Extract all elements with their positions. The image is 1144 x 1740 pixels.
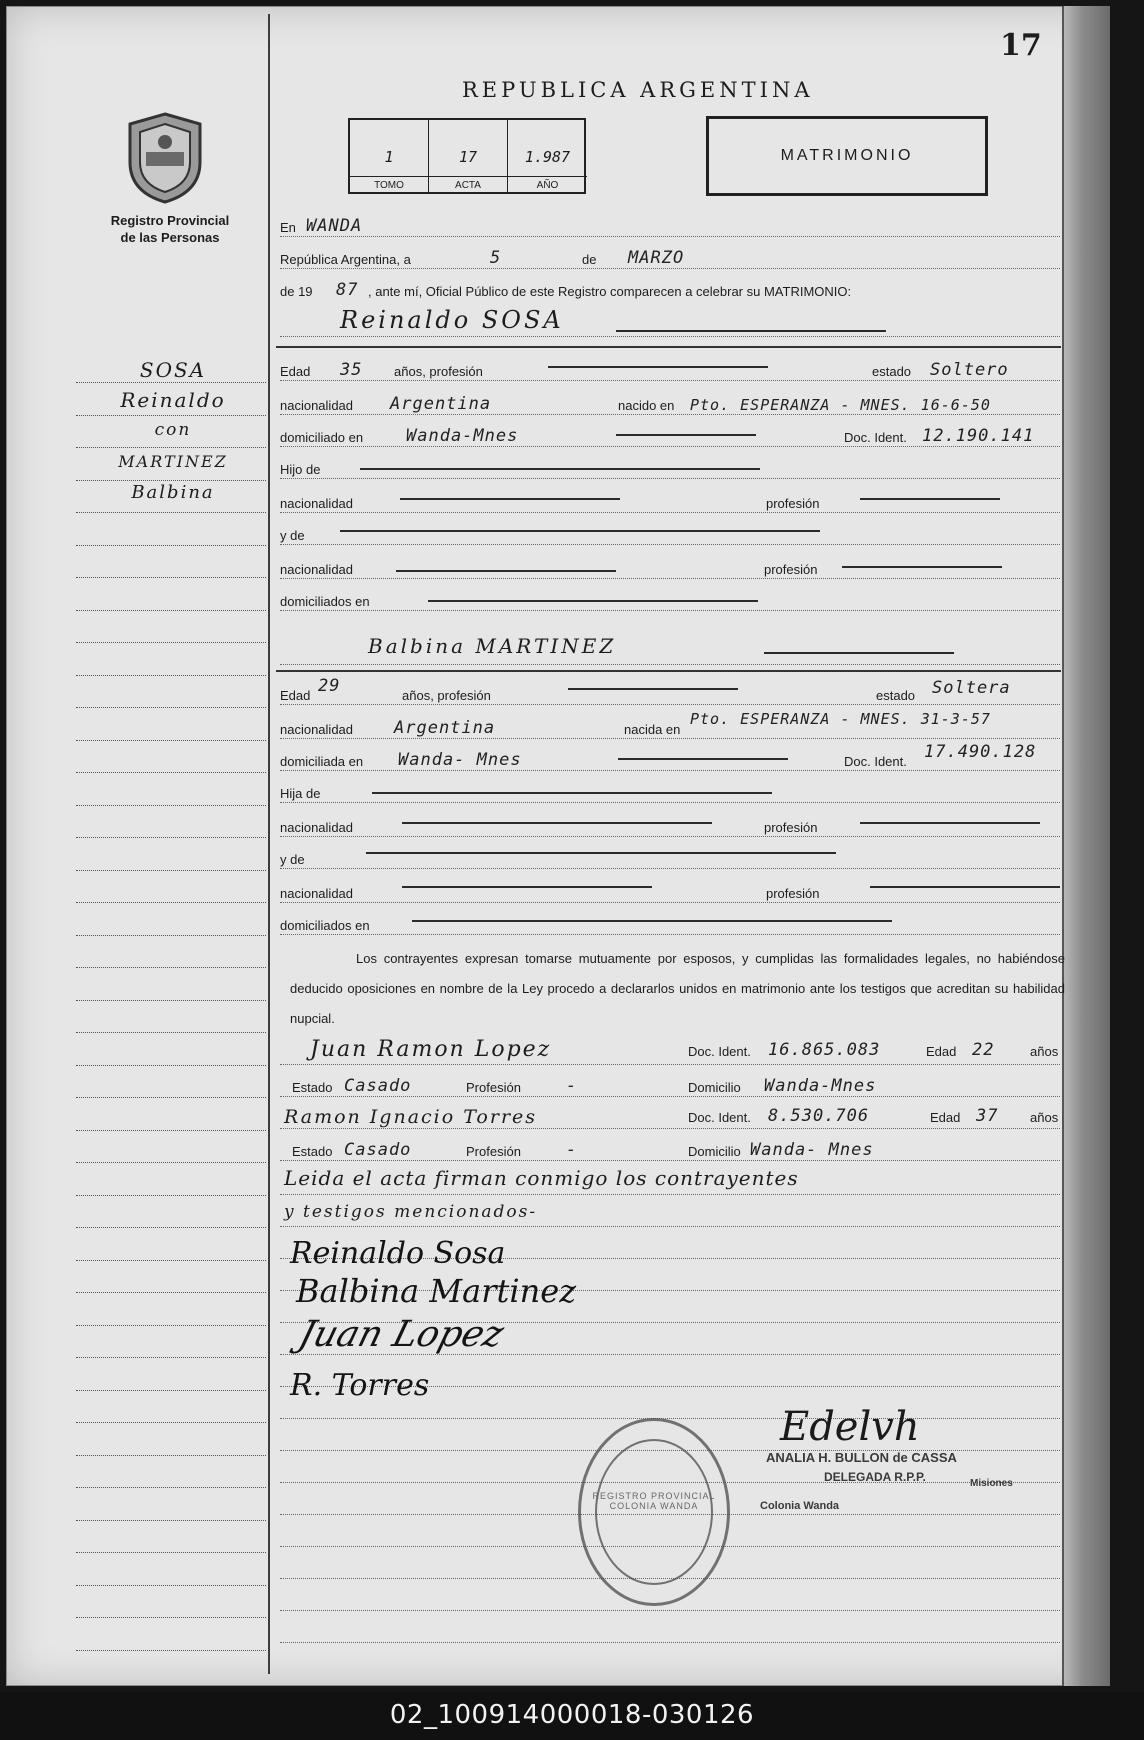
official-name: ANALIA H. BULLON de CASSA [766,1450,957,1465]
margin-ruled-line [76,967,266,968]
bride-signature: Balbina Martinez [296,1272,577,1310]
groom-father-nat-row: nacionalidad profesión [280,490,1060,514]
witness1-status: Casado [344,1076,412,1096]
groom-age-row: Edad 35 años, profesión estado Soltero [280,360,1009,380]
margin-ruled-line [76,1130,266,1131]
bride-nationality-row: nacionalidad Argentina nacida en Pto. ESPERANZA - MNES. 31-3-57 [280,710,991,738]
margin-ruled-line [76,902,266,903]
margin-ruled-line [76,1357,266,1358]
margin-ruled-line [76,447,266,448]
witness2-name: Ramon Ignacio Torres [284,1106,538,1128]
anio-cell: 1.987 AÑO [508,120,587,194]
bride-domicile: Wanda- Mnes [398,750,522,770]
margin-ruled-line [76,1552,266,1553]
witness2-document: 8.530.706 [768,1106,870,1126]
official-stamp: REGISTRO PROVINCIAL COLONIA WANDA [578,1418,730,1606]
witness1-details-row: Estado Casado Profesión - Domicilio Wanda-Mnes [292,1076,877,1096]
margin-ruled-line [76,1292,266,1293]
witness2-status: Casado [344,1140,412,1160]
groom-signature: Reinaldo Sosa [290,1236,506,1271]
bride-status: Soltera [932,678,1011,698]
margin-ruled-line [76,837,266,838]
margin-ruled-line [76,935,266,936]
margin-ruled-line [76,1227,266,1228]
bride-age: 29 [318,676,341,696]
margin-ruled-line [76,1455,266,1456]
margin-ruled-line [76,675,266,676]
margin-ruled-line [76,707,266,708]
margin-ruled-line [76,1617,266,1618]
province-crest-icon [120,110,210,206]
month-value: MARZO [628,248,685,268]
witness2-domicile: Wanda- Mnes [750,1140,874,1160]
witness2-row: Ramon Ignacio Torres Doc. Ident. 8.530.706 Edad 37 años [284,1106,1059,1128]
acta-cell: 17 ACTA [429,120,508,194]
intro-year-row: de 19 87 , ante mí, Oficial Público de este Registro comparecen a celebrar su MATRIMONIO: [280,280,852,300]
bride-mother-row: y de [280,846,1060,870]
margin-ruled-line [76,805,266,806]
bride-domicile-row: domiciliada en Wanda- Mnes Doc. Ident. 17.490.128 [280,742,1037,770]
bride-document: 17.490.128 [924,742,1037,762]
margin-ruled-line [76,870,266,871]
body-ruled-line [280,1610,1060,1611]
official-role: DELEGADA R.P.P. [824,1470,926,1484]
body-ruled-line [280,1418,1060,1419]
witness1-document: 16.865.083 [768,1040,881,1060]
bride-father-nat-row: nacionalidad profesión [280,814,1060,838]
margin-surname-groom: SOSA [139,358,207,382]
official-province: Misiones [970,1478,1013,1489]
margin-ruled-line [76,1065,266,1066]
place-value: WANDA [306,216,363,236]
bride-mother-nat-row: nacionalidad profesión [280,880,1060,904]
margin-ruled-line [76,1032,266,1033]
margin-divider [268,14,270,1674]
margin-ruled-line [76,1585,266,1586]
page-number: 17 [1000,28,1042,63]
margin-ruled-line [76,1097,266,1098]
margin-ruled-line [76,1422,266,1423]
book-binding [1062,6,1110,1686]
groom-document: 12.190.141 [922,426,1035,446]
groom-father-row: Hijo de [280,456,1060,480]
closing-line2: y testigos mencionados- [284,1202,538,1222]
witness2-details-row: Estado Casado Profesión - Domicilio Wanda- Mnes [292,1140,874,1160]
bride-parents-domicile-row: domiciliados en [280,912,1060,936]
groom-parents-domicile-row: domiciliados en [280,588,1060,612]
groom-age: 35 [340,360,363,380]
witness1-name: Juan Ramon Lopez [310,1037,552,1062]
groom-status: Soltero [930,360,1009,380]
groom-mother-nat-row: nacionalidad profesión [280,556,1060,580]
bride-age-row: Edad 29 años, profesión estado Soltera [280,676,1011,703]
image-id: 02_100914000018-030126 [389,1700,755,1730]
tomo-cell: 1 TOMO [350,120,429,194]
act-type-box: MATRIMONIO [706,116,988,196]
registry-label: Registro Provincial de las Personas [110,213,230,245]
margin-ruled-line [76,512,266,513]
margin-name-bride: Balbina [131,482,215,503]
witness2-profession: - [566,1140,578,1160]
witness1-domicile: Wanda-Mnes [764,1076,877,1096]
intro-place-row: En WANDA [280,216,363,236]
margin-ruled-line [76,772,266,773]
witness1-profession: - [566,1076,578,1096]
bride-birthplace: Pto. ESPERANZA - MNES. 31-3-57 [690,710,991,728]
witness1-age: 22 [972,1040,995,1060]
bride-nationality: Argentina [394,718,496,738]
margin-ruled-line [76,642,266,643]
groom-domicile: Wanda-Mnes [406,426,519,446]
official-place: Colonia Wanda [760,1500,840,1512]
margin-ruled-line [76,610,266,611]
margin-ruled-line [76,1520,266,1521]
day-value: 5 [490,248,502,268]
margin-ruled-line [76,740,266,741]
witness1-signature: Juan Lopez [294,1314,509,1355]
closing-line1: Leida el acta firman conmigo los contrayentes [284,1166,799,1190]
witness2-signature: R. Torres [290,1368,430,1403]
margin-ruled-line [76,545,266,546]
official-signature: Edelvh [780,1404,920,1450]
page-title: REPUBLICA ARGENTINA [462,78,814,102]
bride-name: Balbina MARTINEZ [368,634,617,658]
margin-ruled-line [76,1650,266,1651]
margin-ruled-line [76,480,266,481]
intro-date-row: República Argentina, a 5 de MARZO [280,248,685,268]
witness1-row: Juan Ramon Lopez Doc. Ident. 16.865.083 Edad 22 años [310,1037,1059,1062]
margin-con: con [154,420,192,440]
margin-ruled-line [76,382,266,383]
margin-ruled-line [76,1325,266,1326]
witness2-age: 37 [976,1106,999,1126]
margin-ruled-line [76,1000,266,1001]
bride-father-row: Hija de [280,780,1060,804]
margin-ruled-line [76,1260,266,1261]
groom-nationality-row: nacionalidad Argentina nacido en Pto. ESPERANZA - MNES. 16-6-50 [280,394,991,414]
margin-ruled-line [76,1487,266,1488]
margin-name-groom: Reinaldo [120,388,226,412]
margin-surname-bride: MARTINEZ [118,452,228,471]
declaration-text: Los contrayentes expresan tomarse mutuamente por esposos, y cumplidas las formalidades legales, no habiéndose deducido oposiciones en nombre de la Ley procedo a declararlos unidos en matrimonio ante los testigos que acreditan su habilidad nupcial. [290,951,1065,1026]
margin-ruled-line [76,577,266,578]
margin-ruled-line [76,415,266,416]
groom-name: Reinaldo SOSA [340,306,564,334]
year-value: 87 [336,280,359,300]
groom-birthplace: Pto. ESPERANZA - MNES. 16-6-50 [690,396,991,414]
margin-ruled-line [76,1195,266,1196]
groom-domicile-row: domiciliado en Wanda-Mnes Doc. Ident. 12.190.141 [280,426,1035,446]
registration-box [348,118,586,194]
groom-nationality: Argentina [390,394,492,414]
groom-mother-row: y de [280,522,1060,546]
margin-ruled-line [76,1390,266,1391]
margin-ruled-line [76,1162,266,1163]
body-ruled-line [280,1642,1060,1643]
